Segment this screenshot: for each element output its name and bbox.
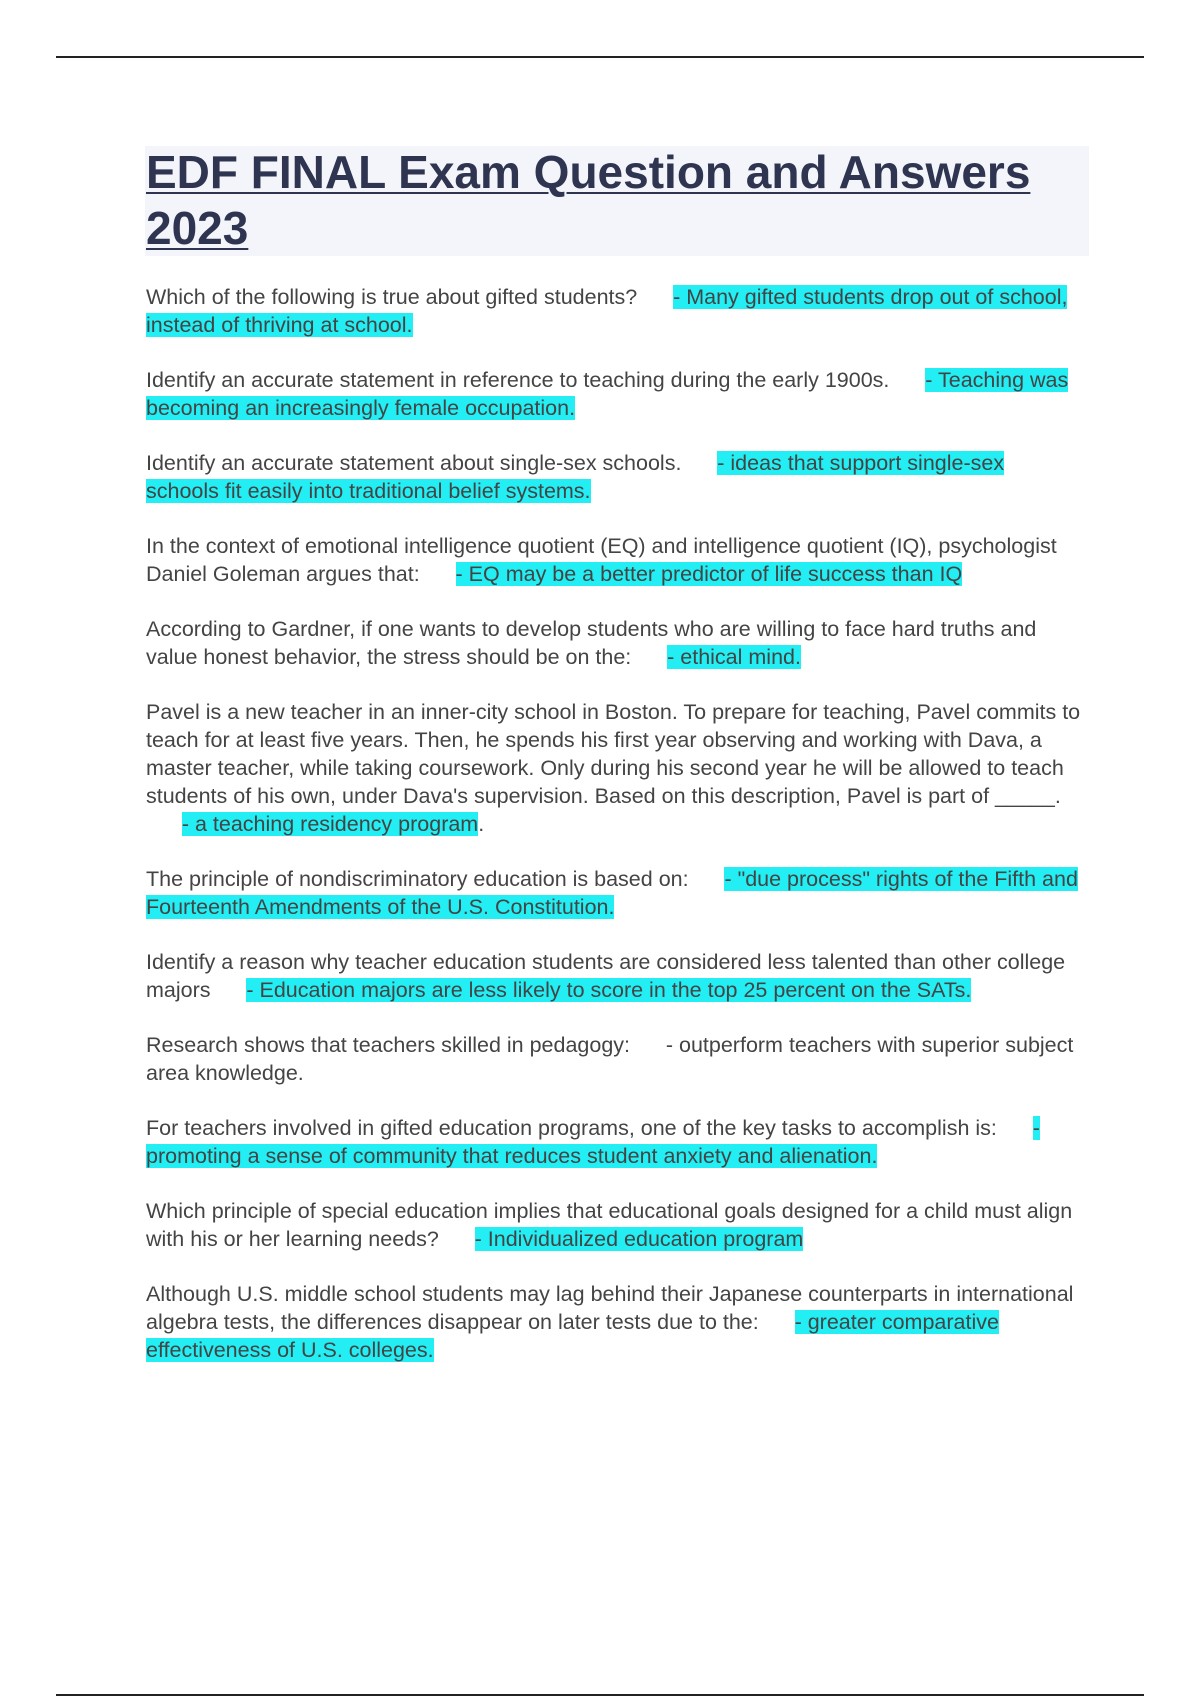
question-text: According to Gardner, if one wants to develop students who are willing to face hard truths and value honest behavior, the stress should be on the: <box>146 617 1037 669</box>
qa-item <box>146 1031 1081 1087</box>
qa-item <box>146 1114 1081 1170</box>
question-text: In the context of emotional intelligence quotient (EQ) and intelligence quotient (IQ), psychologist Daniel Goleman argues that: <box>146 534 1057 586</box>
question-text: Identify an accurate statement in reference to teaching during the early 1900s. <box>146 368 890 392</box>
qa-item <box>146 865 1081 921</box>
header-rule <box>56 56 1144 58</box>
question-text: Although U.S. middle school students may lag behind their Japanese counterparts in international algebra tests, the differences disappear on later tests due to the: <box>146 1282 1074 1334</box>
question-answer-gap <box>681 451 717 475</box>
question-answer-gap <box>146 812 182 836</box>
question-answer-gap <box>630 1033 666 1057</box>
qa-item <box>146 449 1081 505</box>
question-text: Pavel is a new teacher in an inner-city school in Boston. To prepare for teaching, Pavel commits to teach for at least five years. Then, he spends his first year observing and working with Dava, a master teacher, while taking coursework. Only during his second year he will be allowed to teach students of his own, under Dava's supervision. Based on this description, Pavel is part of _____. <box>146 700 1081 808</box>
question-text: Identify an accurate statement about single-sex schools. <box>146 451 682 475</box>
document-title: EDF FINAL Exam Question and Answers 2023 <box>146 146 1031 254</box>
qa-list <box>146 283 1081 1391</box>
question-text: Identify a reason why teacher education students are considered less talented than other college majors <box>146 950 1066 1002</box>
answer-trailing-punctuation: . <box>478 812 485 836</box>
question-answer-gap <box>889 368 925 392</box>
question-text: The principle of nondiscriminatory education is based on: <box>146 867 689 891</box>
highlighted-answer: - Individualized education program <box>474 1227 804 1251</box>
qa-item <box>146 615 1081 671</box>
highlighted-answer: - Education majors are less likely to score in the top 25 percent on the SATs. <box>246 978 972 1002</box>
highlighted-answer: - ethical mind. <box>667 645 801 669</box>
highlighted-answer: - greater comparative effectiveness of U.S. colleges. <box>146 1310 999 1362</box>
qa-item <box>146 1197 1081 1253</box>
question-text: For teachers involved in gifted education programs, one of the key tasks to accomplish is: <box>146 1116 997 1140</box>
question-answer-gap <box>420 562 456 586</box>
question-text: Which principle of special education implies that educational goals designed for a child must align with his or her learning needs? <box>146 1199 1073 1251</box>
answer-text: - outperform teachers with superior subject area knowledge. <box>146 1033 1074 1085</box>
footer-rule <box>56 1694 1144 1696</box>
qa-item <box>146 948 1081 1004</box>
highlighted-answer: - Many gifted students drop out of school, instead of thriving at school. <box>146 285 1068 337</box>
question-answer-gap <box>211 978 247 1002</box>
question-answer-gap <box>689 867 725 891</box>
highlighted-answer: - promoting a sense of community that reduces student anxiety and alienation. <box>146 1116 1040 1168</box>
question-answer-gap <box>759 1310 795 1334</box>
highlighted-answer: - EQ may be a better predictor of life success than IQ <box>455 562 963 586</box>
question-text: Which of the following is true about gifted students? <box>146 285 638 309</box>
qa-item <box>146 1280 1081 1364</box>
qa-item <box>146 532 1081 588</box>
qa-item <box>146 366 1081 422</box>
question-answer-gap <box>637 285 673 309</box>
qa-item <box>146 698 1081 838</box>
highlighted-answer: - a teaching residency program <box>181 812 479 836</box>
highlighted-answer: - Teaching was becoming an increasingly female occupation. <box>146 368 1069 420</box>
qa-item <box>146 283 1081 339</box>
question-answer-gap <box>439 1227 475 1251</box>
question-answer-gap <box>997 1116 1033 1140</box>
highlighted-answer: - ideas that support single-sex schools fit easily into traditional belief systems. <box>146 451 1005 503</box>
question-answer-gap <box>631 645 667 669</box>
highlighted-answer: - "due process" rights of the Fifth and Fourteenth Amendments of the U.S. Constitution. <box>146 867 1078 919</box>
question-text: Research shows that teachers skilled in pedagogy: <box>146 1033 631 1057</box>
